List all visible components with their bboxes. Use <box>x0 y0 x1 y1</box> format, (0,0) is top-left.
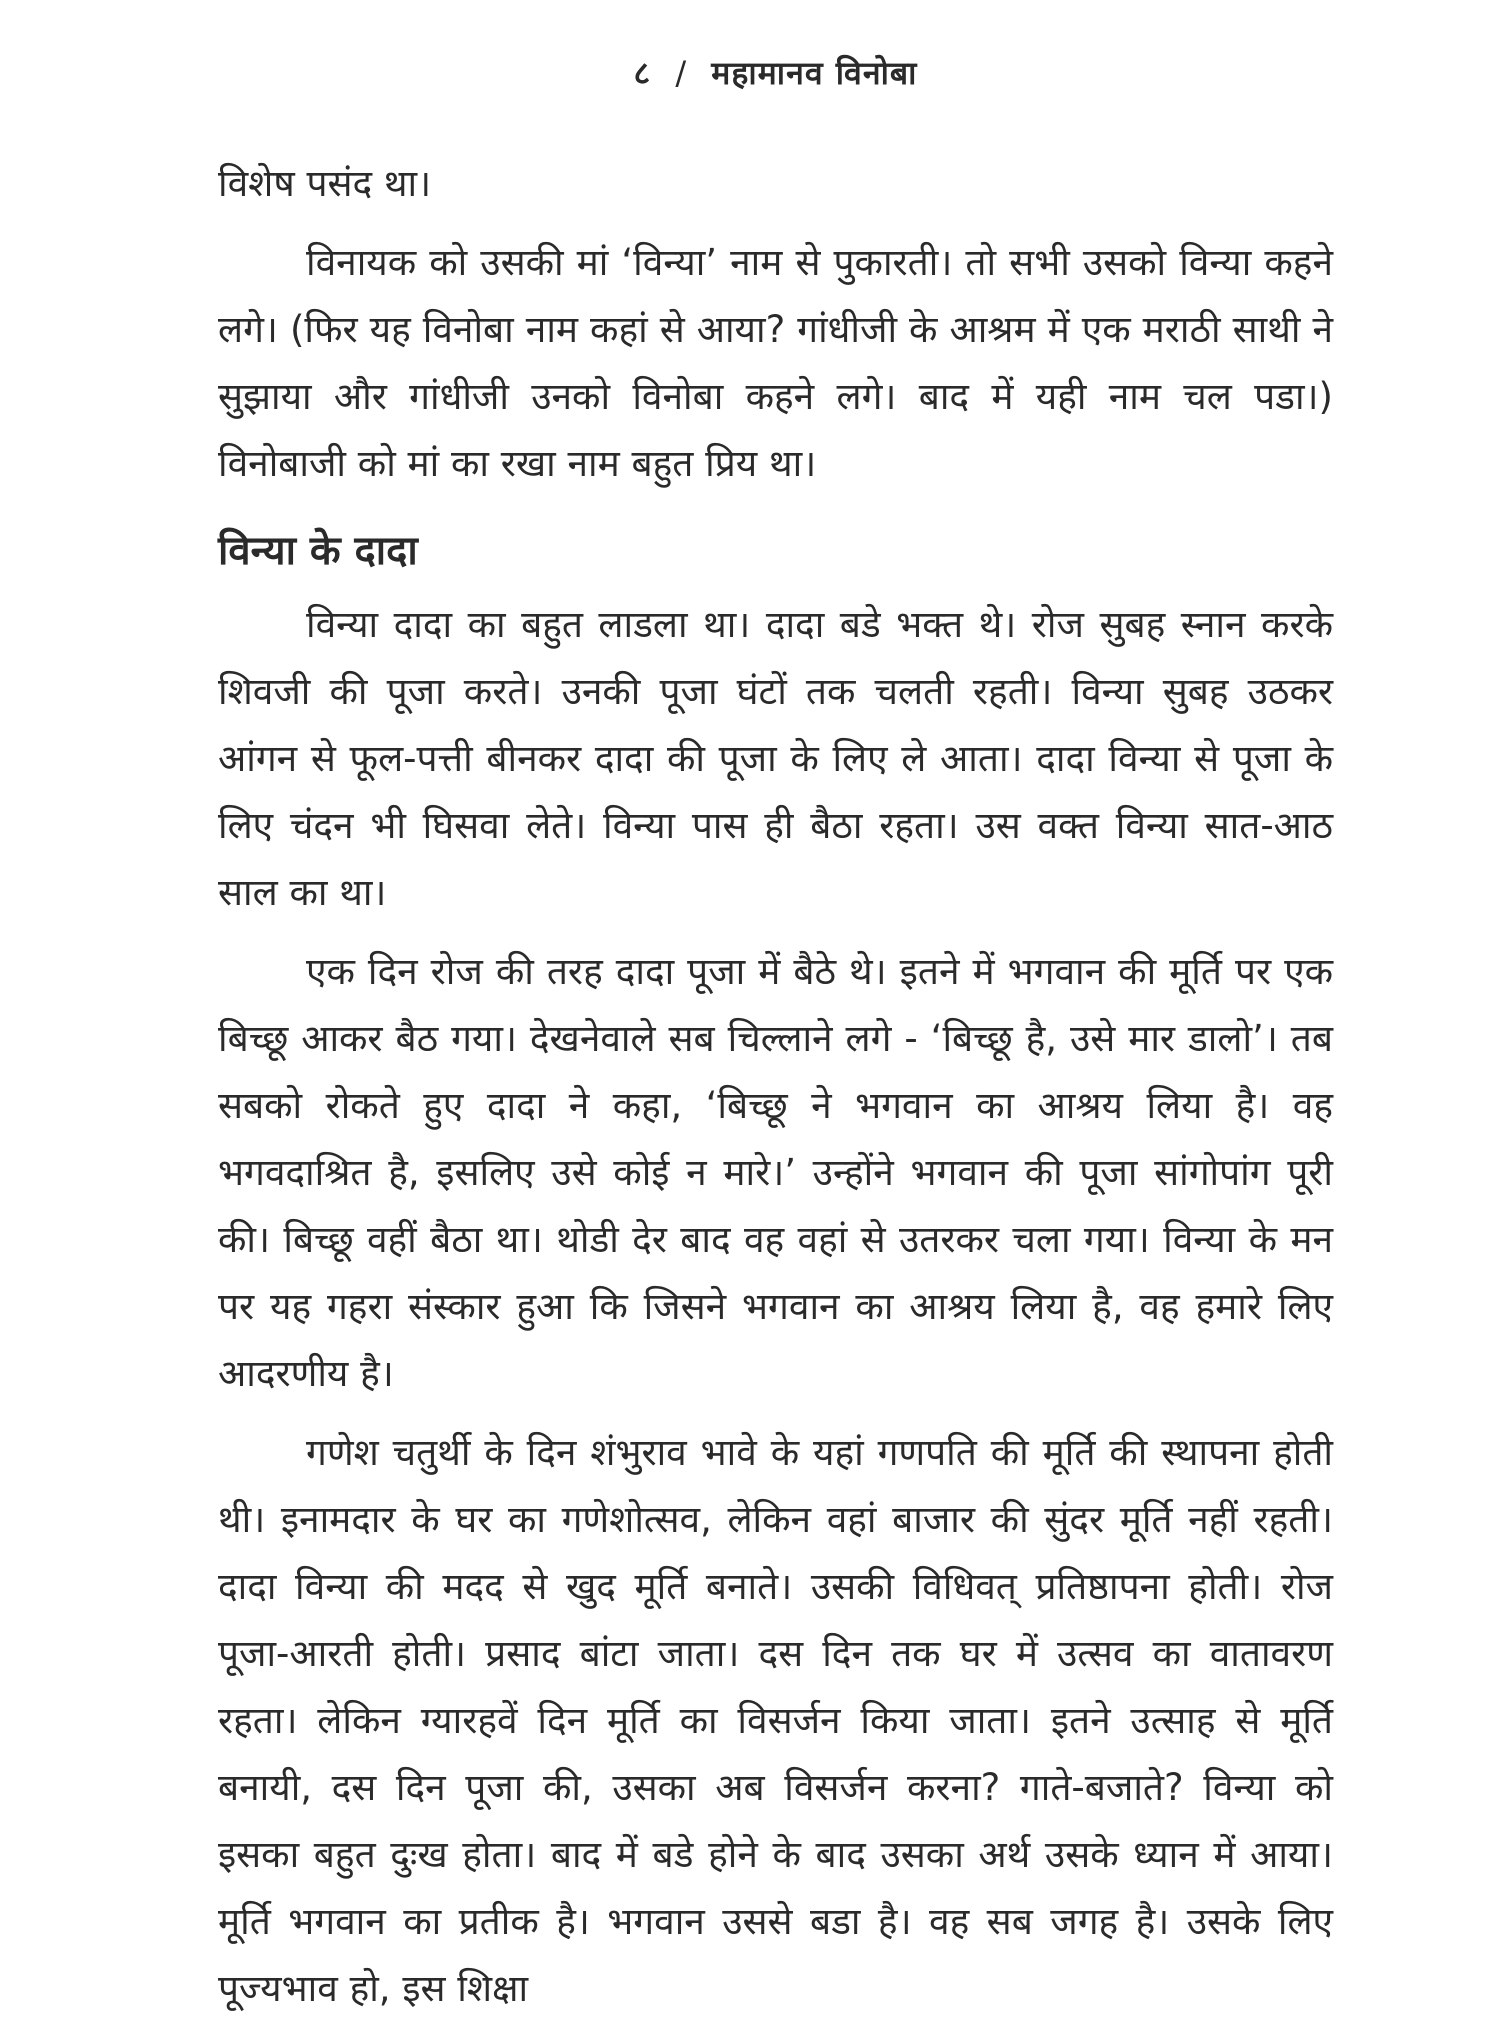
book-page <box>218 48 1333 2022</box>
running-head <box>218 48 1333 98</box>
paragraph-dada: विन्या दादा का बहुत लाडला था। दादा बडे भक्त थे। रोज सुबह स्नान करके शिवजी की पूजा करते। उनकी पूजा घंटों तक चलती रहती। विन्या सुबह उठकर आंगन से फूल-पत्ती बीनकर दादा की पूजा के लिए ले आता। दादा विन्या से पूजा के लिए चंदन भी घिसवा लेते। विन्या पास ही बैठा रहता। उस वक्त विन्या सात-आठ साल का था। <box>218 603 1333 914</box>
paragraph-name-origin: विनायक को उसकी मां ‘विन्या’ नाम से पुकारती। तो सभी उसको विन्या कहने लगे। (फिर यह विनोबा नाम कहां से आया? गांधीजी के आश्रम में एक मराठी साथी ने सुझाया और गांधीजी उनको विनोबा कहने लगे। बाद में यही नाम चल पडा।) विनोबाजी को मां का रखा नाम बहुत प्रिय था। <box>218 241 1333 485</box>
book-title: महामानव विनोबा <box>711 54 918 92</box>
paragraph-continued: विशेष पसंद था। <box>218 162 432 205</box>
section-heading: विन्या के दादा <box>218 528 418 574</box>
paragraph-ganesh: गणेश चतुर्थी के दिन शंभुराव भावे के यहां गणपति की मूर्ति की स्थापना होती थी। इनामदार के घर का गणेशोत्सव, लेकिन वहां बाजार की सुंदर मूर्ति नहीं रहती। दादा विन्या की मदद से खुद मूर्ति बनाते। उसकी विधिवत् प्रतिष्ठापना होती। रोज पूजा-आरती होती। प्रसाद बांटा जाता। दस दिन तक घर में उत्सव का वातावरण रहता। लेकिन ग्यारहवें दिन मूर्ति का विसर्जन किया जाता। इतने उत्साह से मूर्ति बनायी, दस दिन पूजा की, उसका अब विसर्जन करना? गाते-बजाते? विन्या को इसका बहुत दुःख होता। बाद में बडे होने के बाद उसका अर्थ उसके ध्यान में आया। मूर्ति भगवान का प्रतीक है। भगवान उससे बडा है। वह सब जगह है। उसके लिए पूज्यभाव हो, इस शिक्षा <box>218 1431 1333 2010</box>
header-separator: / <box>675 54 688 92</box>
paragraph-scorpion: एक दिन रोज की तरह दादा पूजा में बैठे थे। इतने में भगवान की मूर्ति पर एक बिच्छू आकर बैठ गया। देखनेवाले सब चिल्लाने लगे - ‘बिच्छू है, उसे मार डालो’। तब सबको रोकते हुए दादा ने कहा, ‘बिच्छू ने भगवान का आश्रय लिया है। वह भगवदाश्रित है, इसलिए उसे कोई न मारे।’ उन्होंने भगवान की पूजा सांगोपांग पूरी की। बिच्छू वहीं बैठा था। थोडी देर बाद वह वहां से उतरकर चला गया। विन्या के मन पर यह गहरा संस्कार हुआ कि जिसने भगवान का आश्रय लिया है, वह हमारे लिए आदरणीय है। <box>218 950 1333 1395</box>
page-number: ८ <box>633 54 652 92</box>
